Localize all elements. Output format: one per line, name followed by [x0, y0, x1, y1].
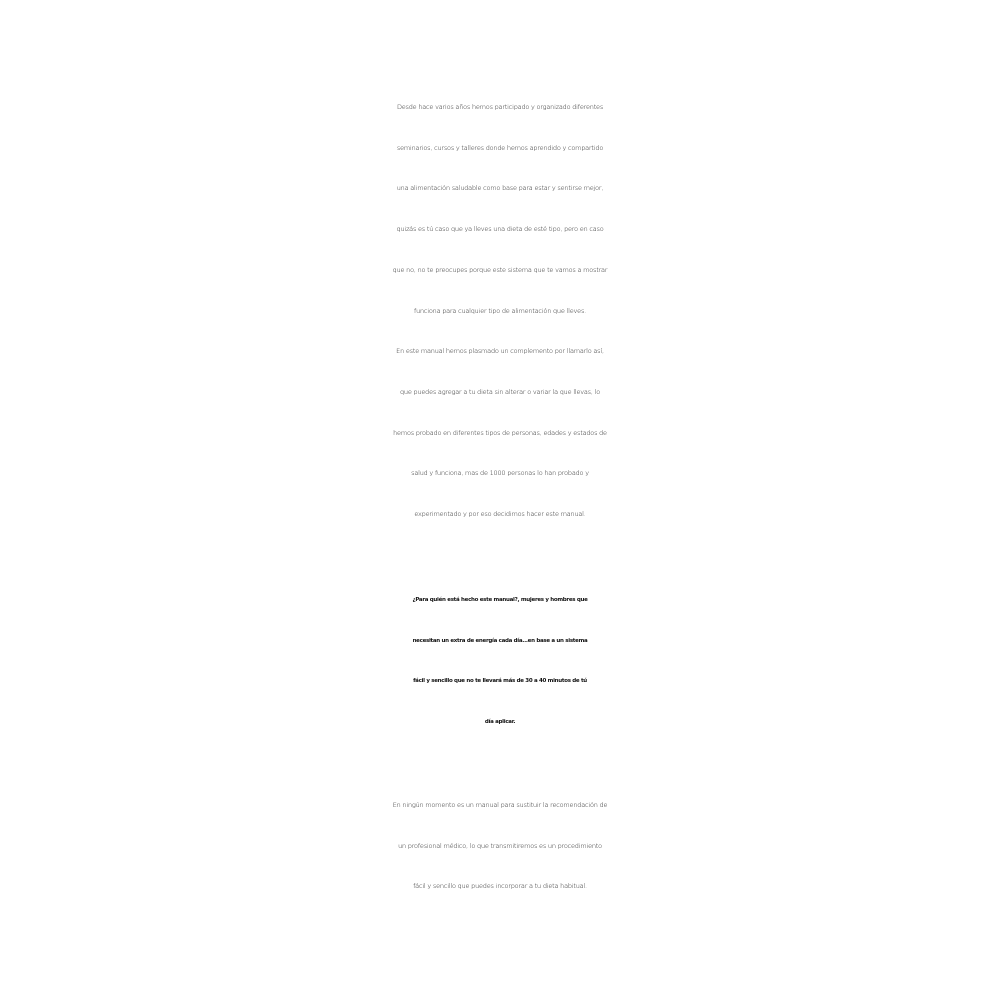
intro-line: funciona para cualquier tipo de alimentación que lleves. [413, 306, 586, 315]
question-line: día aplicar. [484, 719, 516, 726]
intro-line: una alimentación saludable como base para estar y sentirse mejor, [396, 184, 604, 193]
intro-line: que puedes agregar a tu dieta sin alterar o variar la que llevas, lo [400, 387, 600, 396]
question-paragraph [0, 580, 1000, 743]
intro-line: seminarios, cursos y talleres donde hemos aprendido y compartido [396, 143, 604, 152]
intro-line: hemos probado en diferentes tipos de personas, edades y estados de [393, 428, 607, 437]
disclaimer-line: fácil y sencillo que puedes incorporar a tu dieta habitual. [413, 882, 587, 891]
disclaimer-line: En ningún momento es un manual para sustituir la recomendación de [392, 801, 608, 809]
intro-line: que no, no te preocupes porque este sistema que te vamos a mostrar [392, 265, 608, 274]
question-line: ¿Para quién está hecho este manual?, mujeres y hombres que [412, 597, 588, 603]
intro-line: quizás es tú caso que ya lleves una dieta de esté tipo, pero en caso [396, 225, 604, 234]
question-line: fácil y sencillo que no te llevará más de 30 a 40 minutos de tú [413, 678, 587, 685]
intro-line: experimentado y por eso decidimos hacer este manual. [414, 510, 586, 519]
intro-line: En este manual hemos plasmado un complemento por llamarlo así, [396, 347, 604, 356]
disclaimer-paragraph [0, 785, 1000, 907]
intro-line: salud y funciona, mas de 1000 personas lo han probado y [411, 469, 589, 478]
intro-paragraph [0, 87, 1000, 535]
intro-line: Desde hace varios años hemos participado y organizado diferentes [396, 103, 604, 111]
disclaimer-line: un profesional médico, lo que transmitiremos es un procedimiento [398, 841, 602, 850]
question-line: necesitan un extra de energía cada día...en base a un sistema [412, 637, 588, 644]
